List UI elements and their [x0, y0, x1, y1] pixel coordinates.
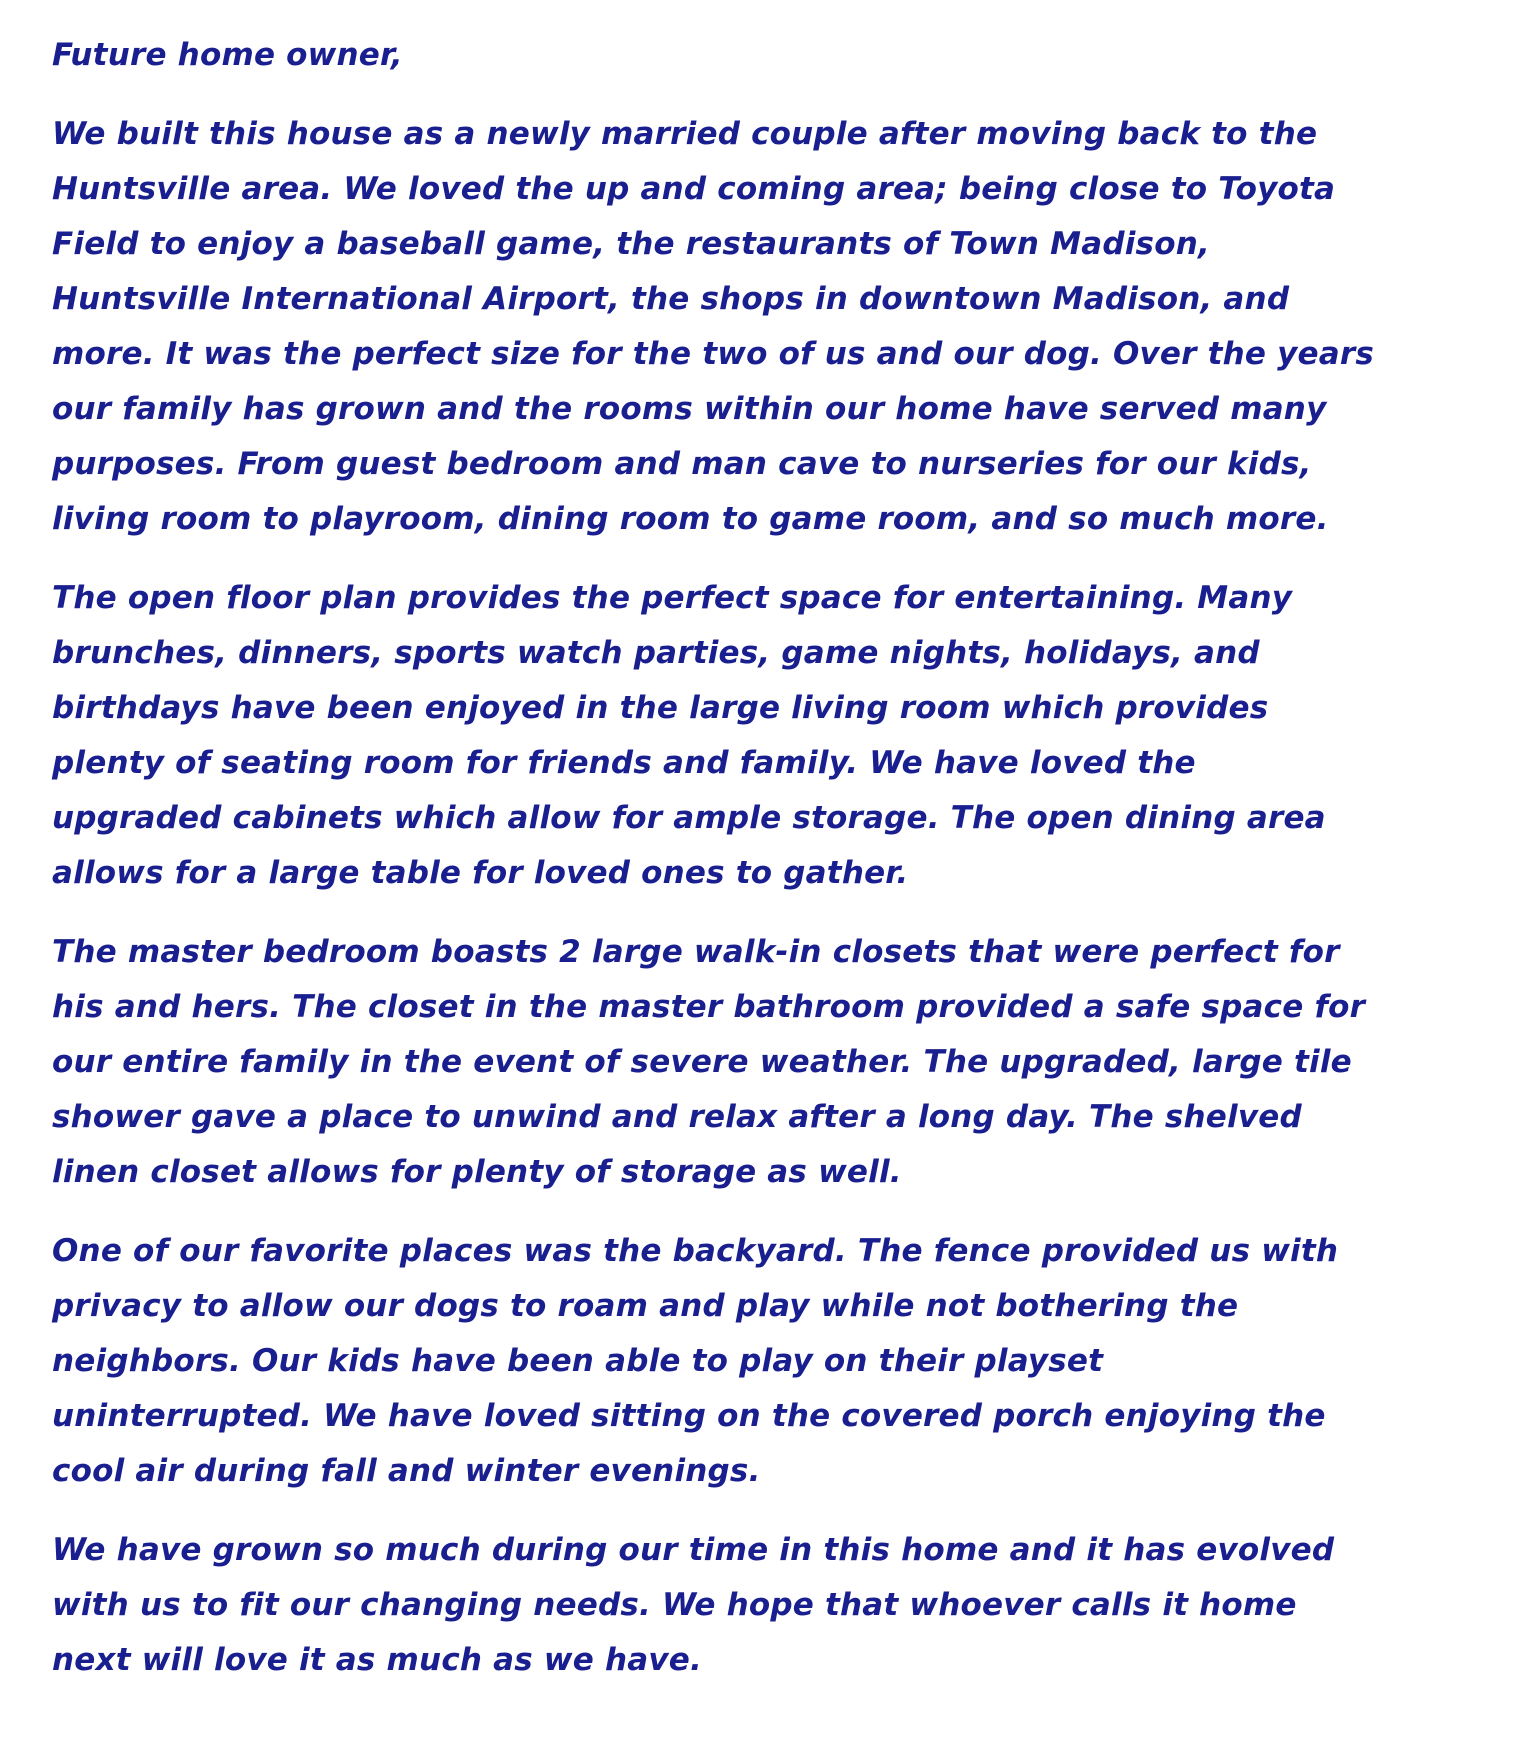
paragraph-4: [52, 1224, 1474, 1499]
paragraph-line: living room to playroom, dining room to game room, and so much more.: [52, 501, 1329, 537]
paragraph-line: Huntsville International Airport, the shops in downtown Madison, and: [52, 281, 1290, 317]
paragraph-line: We built this house as a newly married couple after moving back to the: [52, 116, 1318, 152]
paragraph-line: upgraded cabinets which allow for ample storage. The open dining area: [52, 800, 1326, 836]
paragraph-line: Field to enjoy a baseball game, the restaurants of Town Madison,: [52, 226, 1210, 262]
paragraph-line: purposes. From guest bedroom and man cave to nurseries for our kids,: [52, 446, 1312, 482]
paragraph-2: [52, 571, 1474, 901]
paragraph-line: our family has grown and the rooms within our home have served many: [52, 391, 1327, 427]
paragraph-line: next will love it as much as we have.: [52, 1642, 702, 1678]
paragraph-line: brunches, dinners, sports watch parties, game nights, holidays, and: [52, 635, 1260, 671]
paragraph-line: linen closet allows for plenty of storage as well.: [52, 1154, 902, 1190]
paragraph-1: [52, 107, 1474, 547]
paragraph-line: uninterrupted. We have loved sitting on the covered porch enjoying the: [52, 1398, 1326, 1434]
paragraph-line: Huntsville area. We loved the up and coming area; being close to Toyota: [52, 171, 1336, 207]
paragraph-line: our entire family in the event of severe weather. The upgraded, large tile: [52, 1044, 1352, 1080]
paragraph-line: with us to fit our changing needs. We hope that whoever calls it home: [52, 1587, 1297, 1623]
paragraph-line: his and hers. The closet in the master bathroom provided a safe space for: [52, 989, 1366, 1025]
letter-body: [52, 28, 1474, 1688]
paragraph-3: [52, 925, 1474, 1200]
paragraph-line: shower gave a place to unwind and relax after a long day. The shelved: [52, 1099, 1302, 1135]
paragraph-line: We have grown so much during our time in this home and it has evolved: [52, 1532, 1335, 1568]
paragraph-line: The master bedroom boasts 2 large walk-in closets that were perfect for: [52, 934, 1340, 970]
paragraph-line: One of our favorite places was the backyard. The fence provided us with: [52, 1233, 1339, 1269]
paragraph-line: neighbors. Our kids have been able to play on their playset: [52, 1343, 1104, 1379]
paragraph-line: birthdays have been enjoyed in the large living room which provides: [52, 690, 1269, 726]
paragraph-line: cool air during fall and winter evenings.: [52, 1453, 761, 1489]
paragraph-line: more. It was the perfect size for the two of us and our dog. Over the years: [52, 336, 1375, 372]
paragraph-line: privacy to allow our dogs to roam and play while not bothering the: [52, 1288, 1239, 1324]
paragraph-line: plenty of seating room for friends and family. We have loved the: [52, 745, 1196, 781]
paragraph-line: allows for a large table for loved ones to gather.: [52, 855, 909, 891]
paragraph-line: The open floor plan provides the perfect space for entertaining. Many: [52, 580, 1293, 616]
paragraph-5: [52, 1523, 1474, 1688]
salutation: Future home owner,: [52, 37, 403, 73]
